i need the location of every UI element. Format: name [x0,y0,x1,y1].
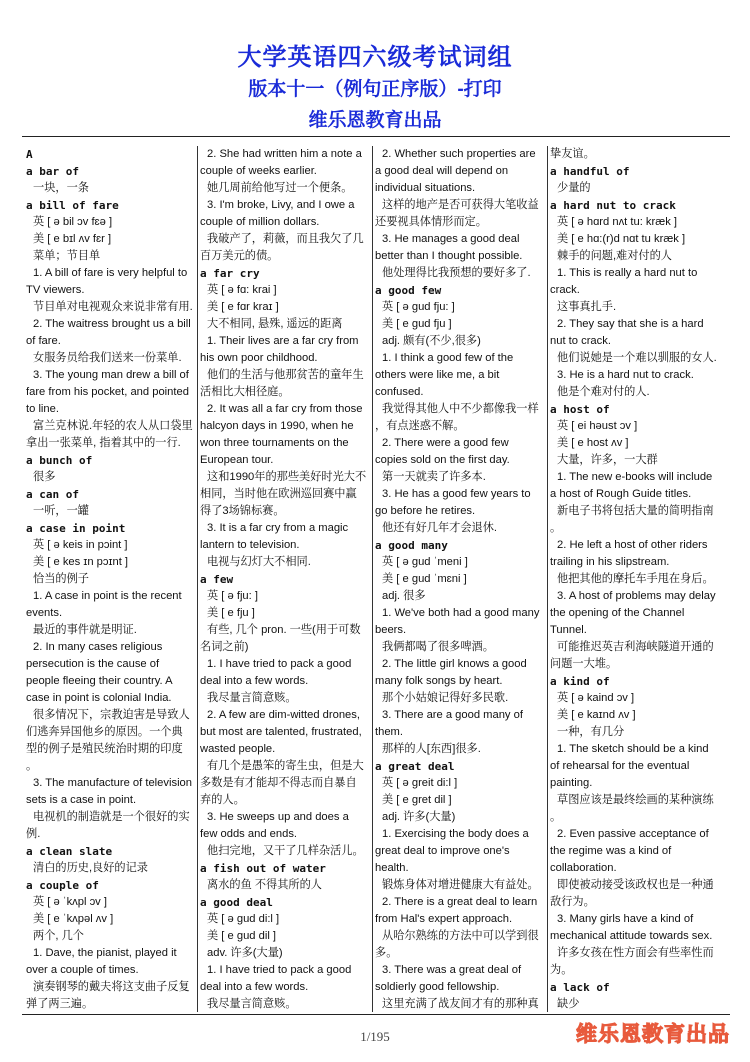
entry-text-line: 2. The waitress brought us a bill [33,318,191,330]
text-column-4 [550,146,726,1014]
entry-text-line: European tour. [200,454,274,466]
entry-text-line: trailing in his slipstream. [550,556,670,568]
entry-text-line: 多数是有才能却不得志而自暴自 [200,777,357,789]
entry-text-line: 我尽量言简意赅。 [207,998,297,1010]
entry-text-line: 英 [ ə keis in pɔint ] [33,539,128,551]
entry-text-line: 1. I have tried to pack a good [207,964,352,976]
entry-text-line: 弃的人。 [200,794,245,806]
entry-text-line: 清白的历史,良好的记录 [33,862,148,874]
entry-text-line: couple of million dollars. [200,216,320,228]
entry-text-line: 那样的人[东西]很多. [382,743,481,755]
entry-text-line: 英 [ ə ˈkʌpl ɔv ] [33,896,107,908]
entry-text-line: 英 [ ə hɑrd nʌt tu: kræk ] [557,216,677,228]
entry-headword: a bill of fare [26,199,119,212]
column-divider [197,146,198,1012]
entry-text-line: beers. [375,624,407,636]
entry-text-line: 一块，一条 [33,182,89,194]
entry-text-line: crack. [550,284,580,296]
entry-text-line: 第一天就卖了许多本. [382,471,486,483]
entry-text-line: 2. There were a good few [382,437,509,449]
entry-text-line: 1. The sketch should be a kind [557,743,709,755]
entry-text-line: 棘手的问题,难对付的人 [557,250,672,262]
entry-text-line: 英 [ ə gud fju: ] [382,301,455,313]
entry-text-line: sets is a case in point. [26,794,137,806]
entry-text-line: 为。 [550,964,573,976]
entry-text-line: 恰当的例子 [33,573,89,585]
entry-text-line: collaboration. [550,862,617,874]
entry-text-line: 这事真扎手. [557,301,617,313]
entry-text-line: 1. A bill of fare is very helpful to [33,267,188,279]
entry-text-line: few odds and ends. [200,828,298,840]
page-number: 1/195 [360,1029,390,1044]
entry-headword: a fish out of water [200,862,326,875]
entry-text-line: to line. [26,403,59,415]
entry-headword: a host of [550,403,610,416]
entry-text-line: 敌行为。 [550,896,595,908]
entry-text-line: 那个小姑娘记得好多民歌. [382,692,509,704]
entry-text-line: lantern to television. [200,539,300,551]
entry-text-line: 这里充满了战友间才有的那种真 [382,998,539,1010]
entry-text-line: 少量的 [557,182,591,194]
entry-text-line: the regime was a kind of [550,845,672,857]
entry-headword: a couple of [26,879,99,892]
entry-headword: a clean slate [26,845,113,858]
header-rule [22,136,730,137]
entry-text-line: 3. There are a good many of [382,709,523,721]
entry-text-line: 2. He left a host of other riders [557,539,708,551]
entry-text-line: 这和1990年的那些美好时光大不 [207,471,367,483]
entry-headword: a handful of [550,165,630,178]
entry-text-line: 3. He is a hard nut to crack. [557,369,694,381]
entry-text-line: 2. A few are dim-witted drones, [207,709,360,721]
entry-text-line: a good deal will depend on [375,165,509,177]
entry-text-line: painting. [550,777,593,789]
entry-text-line: 。 [550,522,562,534]
entry-text-line: 演奏钢琴的戴夫将这支曲子反复 [33,981,190,993]
entry-text-line: adj. 很多 [382,590,426,602]
entry-text-line: halcyon days in 1990, when he [200,420,354,432]
entry-text-line: 两个, 几个 [33,930,84,942]
entry-text-line: 美 [ e gud ˈmɛni ] [382,573,467,585]
entry-text-line: go before he retires. [375,505,476,517]
entry-text-line: 名词之前) [200,641,249,653]
entry-text-line: adj. 许多(大量) [382,811,456,823]
entry-text-line: couple of weeks earlier. [200,165,317,177]
entry-text-line: 很多 [33,471,56,483]
entry-text-line: 3. Many girls have a kind of [557,913,694,925]
entry-text-line: health. [375,862,409,874]
entry-text-line: individual situations. [375,182,476,194]
entry-text-line: 离水的鱼 不得其所的人 [207,879,322,891]
entry-text-line: 我尽量言简意赅。 [207,692,297,704]
entry-text-line: 3. He manages a good deal [382,233,520,245]
entry-text-line: 百万美元的债。 [200,250,279,262]
text-column-3 [375,146,545,1014]
entry-text-line: 2. She had written him a note a [207,148,362,160]
entry-text-line: them. [375,726,403,738]
entry-text-line: 即使被动接受该政权也是一种通 [557,879,714,891]
entry-text-line: 英 [ ə gud di:l ] [207,913,280,925]
entry-text-line: nut to crack. [550,335,611,347]
entry-text-line: 1. Exercising the body does a [382,828,529,840]
entry-headword: a good deal [200,896,273,909]
entry-text-line: Tunnel. [550,624,587,636]
entry-text-line: 1. This is really a hard nut to [557,267,698,279]
entry-text-line: 还要视具体情形而定。 [375,216,487,228]
entry-text-line: 。 [550,811,562,823]
entry-text-line: 锻炼身体对增进健康大有益处。 [382,879,539,891]
entry-text-line: 一听，一罐 [33,505,89,517]
entry-text-line: 1. A case in point is the recent [33,590,182,602]
entry-text-line: 最近的事件就是明证. [33,624,137,636]
entry-text-line: 他处理得比我预想的要好多了. [382,267,531,279]
entry-text-line: 1. Dave, the pianist, played it [33,947,177,959]
entry-text-line: 节目单对电视观众来说非常有用. [33,301,193,313]
entry-text-line: 们逃奔异国他乡的原因。一个典 [26,726,183,738]
entry-text-line: 我俩都喝了很多啤酒。 [382,641,494,653]
entry-text-line: others were like me, a bit [375,369,500,381]
entry-text-line: 他扫完地，又干了几样杂活儿。 [207,845,364,857]
entry-text-line: 有几个是愚笨的寄生虫，但是大 [207,760,364,772]
entry-text-line: 2. Whether such properties are [382,148,536,160]
entry-text-line: 我破产了，莉薇，而且我欠了几 [207,233,364,245]
entry-text-line: 弹了两三遍。 [26,998,94,1010]
entry-text-line: 得了3场锦标赛。 [200,505,285,517]
entry-text-line: great deal to improve one's [375,845,510,857]
entry-text-line: 相同，当时他在欧洲巡回赛中赢 [200,488,357,500]
publisher-line: 维乐恩教育出品 [308,110,442,131]
document-header [0,42,750,134]
text-column-2 [200,146,370,1014]
entry-headword: a few [200,573,234,586]
entry-text-line: 3. A host of problems may delay [557,590,716,602]
entry-text-line: 一种，有几分 [557,726,625,738]
entry-text-line: 我觉得其他人中不少都像我一样 [382,403,539,415]
column-divider [372,146,373,1012]
entry-text-line: of fare. [26,335,61,347]
entry-text-line: 。 [26,760,38,772]
entry-text-line: 3. The young man drew a bill of [33,369,189,381]
entry-text-line: deal into a few words. [200,981,309,993]
entry-text-line: people fleeing their country. A [26,675,173,687]
entry-text-line: 美 [ e gud dil ] [207,930,277,942]
entry-text-line: 从哈尔熟练的方法中可以学到很 [382,930,539,942]
entry-text-line: 2. In many cases religious [33,641,163,653]
entry-text-line: 3. He sweeps up and does a [207,811,349,823]
entry-text-line: 他把其他的摩托车手甩在身后。 [557,573,714,585]
entry-headword: a hard nut to crack [550,199,676,212]
entry-text-line: 菜单；节目单 [33,250,101,262]
entry-text-line: 女服务员给我们送来一份菜单. [33,352,182,364]
entry-text-line: 英 [ ə fɑ: krai ] [207,284,277,296]
entry-text-line: 美 [ e kes ɪn pɔɪnt ] [33,556,129,568]
entry-text-line: 问题一大堆。 [550,658,618,670]
entry-headword: A [26,148,33,161]
entry-text-line: his own poor childhood. [200,352,318,364]
entry-text-line: 英 [ ə greit di:l ] [382,777,458,789]
entry-text-line: 许多女孩在性方面会有些率性而 [557,947,714,959]
entry-text-line: better than I thought possible. [375,250,523,262]
footer-rule [22,1014,730,1015]
publisher-watermark: 维乐恩教育出品 [576,1022,730,1046]
entry-text-line: 他还有好几年才会退休. [382,522,497,534]
entry-text-line: 美 [ e hɑ:(r)d nɑt tu kræk ] [557,233,686,245]
entry-text-line: from Hal's expert approach. [375,913,513,925]
entry-text-line: 英 [ ə fju: ] [207,590,258,602]
entry-text-line: 挚友谊。 [550,148,595,160]
entry-text-line: but most are talented, frustrated, [200,726,362,738]
entry-text-line: 电视与幻灯大不相同. [207,556,311,568]
document-title: 大学英语四六级考试词组 [237,44,513,71]
entry-text-line: 草图应该是最终绘画的某种演练 [557,794,714,806]
text-column-1 [26,146,194,1014]
entry-text-line: 英 [ ə kaind ɔv ] [557,692,635,704]
entry-text-line: mechanical attitude towards sex. [550,930,713,942]
entry-text-line: 美 [ e host ʌv ] [557,437,629,449]
entry-text-line: case in point is colonial India. [26,692,172,704]
entry-text-line: wasted people. [200,743,276,755]
entry-text-line: 1. I have tried to pack a good [207,658,352,670]
entry-text-line: 这样的地产是否可获得大笔收益 [382,199,539,211]
entry-text-line: 很多情况下，宗教迫害是导致人 [33,709,190,721]
entry-headword: a good few [375,284,442,297]
entry-text-line: 美 [ e bɪl ʌv fɛr ] [33,233,112,245]
entry-text-line: soldierly good fellowship. [375,981,500,993]
entry-text-line: 例. [26,828,41,840]
entry-text-line: ，有点迷惑不解。 [375,420,465,432]
entry-text-line: 3. He has a good few years to [382,488,531,500]
entry-text-line: 美 [ e fɑr kraɪ ] [207,301,279,313]
entry-text-line: 美 [ e kaɪnd ʌv ] [557,709,636,721]
entry-text-line: 美 [ e gret dil ] [382,794,452,806]
entry-text-line: adv. 许多(大量) [207,947,283,959]
entry-text-line: 她几周前给他写过一个便条。 [207,182,353,194]
entry-text-line: 富兰克林说.年轻的农人从口袋里 [33,420,193,432]
entry-headword: a good many [375,539,448,552]
entry-text-line: 3. I'm broke, Livy, and I owe a [207,199,355,211]
entry-headword: a kind of [550,675,610,688]
entry-text-line: 英 [ ə gud ˈmeni ] [382,556,468,568]
entry-text-line: 可能推迟英吉利海峡隧道开通的 [557,641,714,653]
entry-text-line: 2. It was all a far cry from those [207,403,363,415]
entry-text-line: 大量，许多，一大群 [557,454,658,466]
entry-text-line: 拿出一张菜单, 指着其中的一行. [26,437,181,449]
entry-text-line: 他们的生活与他那贫苦的童年生 [207,369,364,381]
entry-text-line: 2. They say that she is a hard [557,318,704,330]
entry-text-line: 他们说她是一个难以驯服的女人. [557,352,717,364]
entry-text-line: 英 [ ə bil ɔv fɛə ] [33,216,113,228]
entry-headword: a bar of [26,165,79,178]
entry-text-line: 2. Even passive acceptance of [557,828,709,840]
entry-text-line: the opening of the Channel [550,607,685,619]
entry-text-line: 型的例子是殖民统治时期的印度 [26,743,183,755]
entry-text-line: deal into a few words. [200,675,309,687]
entry-text-line: 电视机的制造就是一个很好的实 [33,811,190,823]
entry-text-line: 2. There is a great deal to learn [382,896,538,908]
entry-headword: a lack of [550,981,610,994]
entry-text-line: 缺少 [557,998,580,1010]
entry-text-line: 2. The little girl knows a good [382,658,527,670]
entry-text-line: 1. The new e-books will include [557,471,713,483]
entry-text-line: of rehearsal for the eventual [550,760,690,772]
entry-text-line: persecution is the cause of [26,658,160,670]
entry-text-line: many folk songs by heart. [375,675,503,687]
entry-text-line: 有些, 几个 pron. 一些(用于可数 [207,624,361,636]
entry-text-line: 新电子书将包括大量的简明指南 [557,505,714,517]
entry-text-line: 美 [ e fju ] [207,607,255,619]
entry-text-line: 3. The manufacture of television [33,777,192,789]
entry-text-line: confused. [375,386,424,398]
entry-text-line: events. [26,607,63,619]
entry-text-line: 英 [ ei həust ɔv ] [557,420,638,432]
entry-headword: a can of [26,488,79,501]
entry-text-line: over a couple of times. [26,964,139,976]
entry-text-line: copies sold on the first day. [375,454,510,466]
entry-text-line: TV viewers. [26,284,85,296]
entry-headword: a great deal [375,760,455,773]
entry-text-line: 1. I think a good few of the [382,352,514,364]
entry-text-line: 1. We've both had a good many [382,607,540,619]
entry-text-line: fare from his pocket, and pointed [26,386,189,398]
entry-text-line: 美 [ e ˈkʌpəl ʌv ] [33,913,114,925]
entry-text-line: 大不相同, 悬殊, 遥远的距离 [207,318,343,330]
entry-headword: a far cry [200,267,260,280]
entry-text-line: 美 [ e gud fju ] [382,318,452,330]
entry-text-line: 3. There was a great deal of [382,964,522,976]
entry-text-line: 1. Their lives are a far cry from [207,335,359,347]
entry-headword: a case in point [26,522,126,535]
document-subtitle: 版本十一（例句正序版）-打印 [248,79,502,100]
entry-text-line: 活相比大相径庭。 [200,386,290,398]
entry-text-line: 3. It is a far cry from a magic [207,522,349,534]
entry-text-line: 他是个难对付的人. [557,386,650,398]
entry-text-line: adj. 颇有(不少,很多) [382,335,481,347]
entry-text-line: 多。 [375,947,398,959]
entry-headword: a bunch of [26,454,93,467]
column-divider [547,146,548,1012]
entry-text-line: a host of Rough Guide titles. [550,488,692,500]
entry-text-line: won three tournaments on the [200,437,349,449]
